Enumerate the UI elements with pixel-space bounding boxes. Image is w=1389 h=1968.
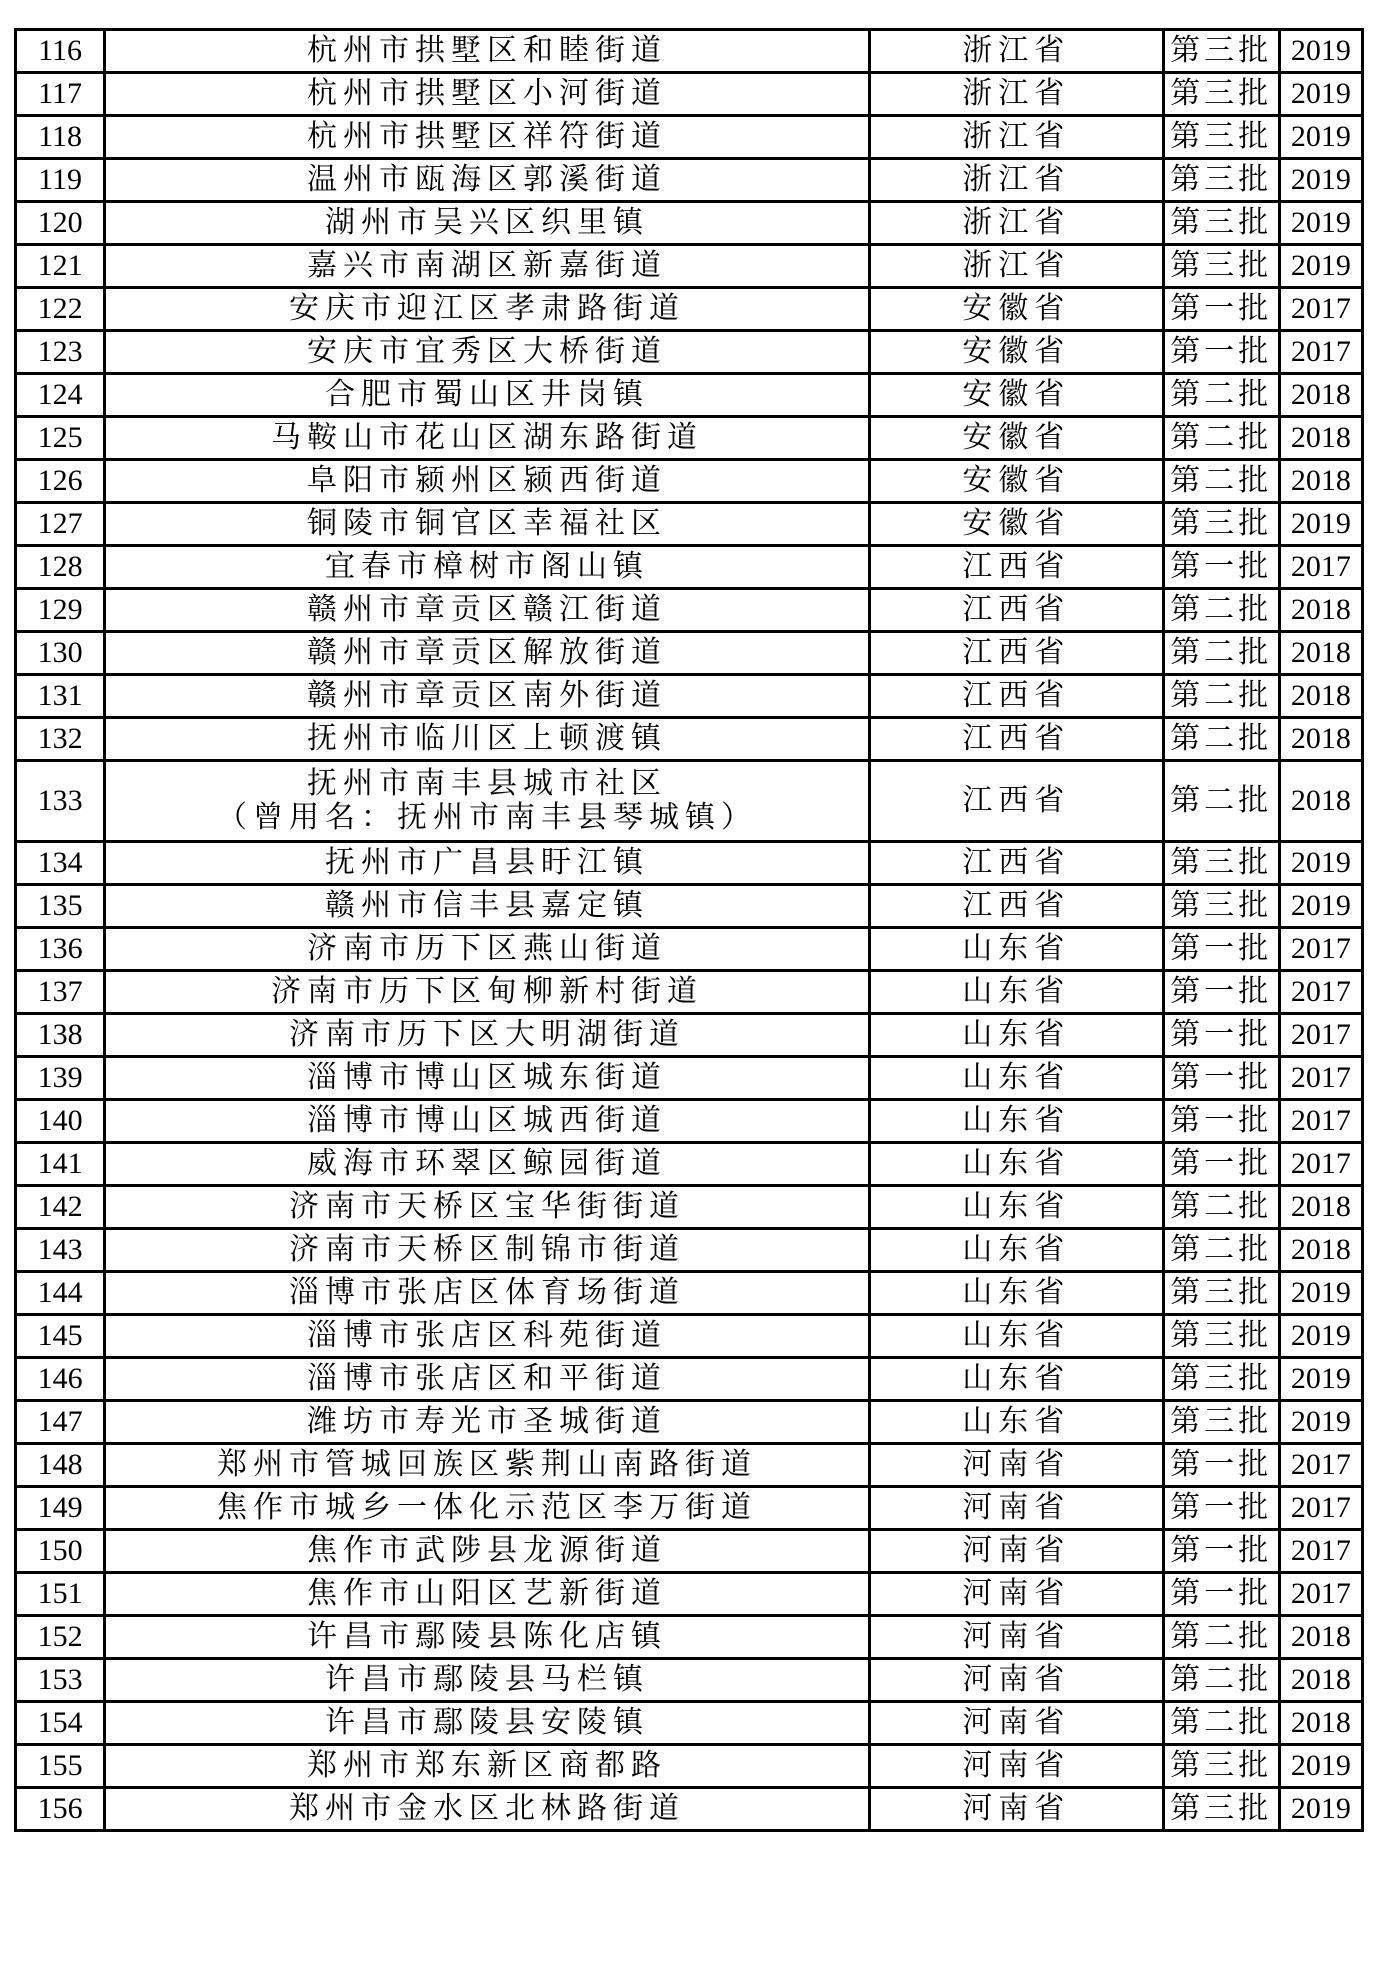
year: 2017 (1279, 1530, 1362, 1573)
batch: 第三批 (1163, 1315, 1279, 1358)
table-row (16, 159, 1363, 202)
province: 安徽省 (869, 503, 1163, 546)
year: 2017 (1279, 288, 1362, 331)
province: 江西省 (869, 675, 1163, 718)
province: 河南省 (869, 1702, 1163, 1745)
location-name: 温州市瓯海区郭溪街道 (105, 159, 870, 202)
province: 山东省 (869, 1143, 1163, 1186)
batch: 第三批 (1163, 1401, 1279, 1444)
row-number: 120 (16, 202, 105, 245)
year: 2019 (1279, 116, 1362, 159)
location-name: 赣州市信丰县嘉定镇 (105, 885, 870, 928)
year: 2017 (1279, 1487, 1362, 1530)
year: 2019 (1279, 503, 1362, 546)
table-row (16, 1444, 1363, 1487)
row-number: 142 (16, 1186, 105, 1229)
table-row (16, 245, 1363, 288)
table-row (16, 1401, 1363, 1444)
batch: 第二批 (1163, 1659, 1279, 1702)
location-name: 威海市环翠区鲸园街道 (105, 1143, 870, 1186)
province: 河南省 (869, 1530, 1163, 1573)
province: 江西省 (869, 761, 1163, 842)
batch: 第三批 (1163, 1358, 1279, 1401)
location-name: 嘉兴市南湖区新嘉街道 (105, 245, 870, 288)
table-row (16, 1702, 1363, 1745)
table-row (16, 1659, 1363, 1702)
row-number: 134 (16, 842, 105, 885)
batch: 第二批 (1163, 675, 1279, 718)
year: 2017 (1279, 331, 1362, 374)
batch: 第一批 (1163, 1057, 1279, 1100)
year: 2017 (1279, 546, 1362, 589)
location-name: 宜春市樟树市阁山镇 (105, 546, 870, 589)
row-number: 156 (16, 1788, 105, 1831)
province: 山东省 (869, 1100, 1163, 1143)
location-name: 赣州市章贡区赣江街道 (105, 589, 870, 632)
table-row (16, 1057, 1363, 1100)
row-number: 138 (16, 1014, 105, 1057)
location-name: 杭州市拱墅区祥符街道 (105, 116, 870, 159)
batch: 第一批 (1163, 1444, 1279, 1487)
row-number: 131 (16, 675, 105, 718)
province: 浙江省 (869, 245, 1163, 288)
batch: 第三批 (1163, 245, 1279, 288)
batch: 第一批 (1163, 1487, 1279, 1530)
row-number: 145 (16, 1315, 105, 1358)
year: 2019 (1279, 1272, 1362, 1315)
row-number: 149 (16, 1487, 105, 1530)
location-name: 抚州市南丰县城市社区 (307, 766, 668, 800)
year: 2019 (1279, 159, 1362, 202)
location-name: 焦作市山阳区艺新街道 (105, 1573, 870, 1616)
province: 安徽省 (869, 374, 1163, 417)
table-row (16, 460, 1363, 503)
province: 江西省 (869, 842, 1163, 885)
province: 河南省 (869, 1444, 1163, 1487)
row-number: 147 (16, 1401, 105, 1444)
row-number: 140 (16, 1100, 105, 1143)
row-number: 154 (16, 1702, 105, 1745)
location-name: 杭州市拱墅区和睦街道 (105, 30, 870, 73)
table-row (16, 632, 1363, 675)
row-number: 117 (16, 73, 105, 116)
row-number: 150 (16, 1530, 105, 1573)
row-number: 127 (16, 503, 105, 546)
row-number: 141 (16, 1143, 105, 1186)
province: 山东省 (869, 1057, 1163, 1100)
batch: 第二批 (1163, 374, 1279, 417)
row-number: 152 (16, 1616, 105, 1659)
row-number: 125 (16, 417, 105, 460)
year: 2019 (1279, 1315, 1362, 1358)
table-row (16, 1358, 1363, 1401)
batch: 第二批 (1163, 1702, 1279, 1745)
location-name: 阜阳市颍州区颍西街道 (105, 460, 870, 503)
year: 2018 (1279, 589, 1362, 632)
batch: 第一批 (1163, 1100, 1279, 1143)
batch: 第二批 (1163, 460, 1279, 503)
batch: 第二批 (1163, 1186, 1279, 1229)
province: 河南省 (869, 1659, 1163, 1702)
year: 2019 (1279, 885, 1362, 928)
year: 2018 (1279, 1616, 1362, 1659)
row-number: 143 (16, 1229, 105, 1272)
batch: 第一批 (1163, 546, 1279, 589)
location-name: 济南市历下区甸柳新村街道 (105, 971, 870, 1014)
batch: 第二批 (1163, 589, 1279, 632)
province: 河南省 (869, 1745, 1163, 1788)
batch: 第二批 (1163, 632, 1279, 675)
batch: 第一批 (1163, 288, 1279, 331)
table-row (16, 331, 1363, 374)
location-name: 济南市历下区燕山街道 (105, 928, 870, 971)
table-row (16, 589, 1363, 632)
batch: 第三批 (1163, 73, 1279, 116)
year: 2019 (1279, 1745, 1362, 1788)
province: 江西省 (869, 589, 1163, 632)
province: 江西省 (869, 632, 1163, 675)
batch: 第三批 (1163, 503, 1279, 546)
row-number: 137 (16, 971, 105, 1014)
table-body (16, 30, 1363, 1831)
table-row (16, 1573, 1363, 1616)
year: 2018 (1279, 632, 1362, 675)
table-row (16, 1186, 1363, 1229)
table-row (16, 761, 1363, 842)
table-row (16, 116, 1363, 159)
province: 浙江省 (869, 30, 1163, 73)
province: 山东省 (869, 971, 1163, 1014)
location-name: 安庆市迎江区孝肃路街道 (105, 288, 870, 331)
year: 2017 (1279, 928, 1362, 971)
table-row (16, 1272, 1363, 1315)
location-name: 杭州市拱墅区小河街道 (105, 73, 870, 116)
province: 安徽省 (869, 417, 1163, 460)
location-name: 郑州市金水区北林路街道 (105, 1788, 870, 1831)
location-name: 郑州市郑东新区商都路 (105, 1745, 870, 1788)
row-number: 132 (16, 718, 105, 761)
row-number: 139 (16, 1057, 105, 1100)
year: 2018 (1279, 1659, 1362, 1702)
batch: 第三批 (1163, 885, 1279, 928)
batch: 第一批 (1163, 1530, 1279, 1573)
row-number: 148 (16, 1444, 105, 1487)
location-name: 淄博市张店区和平街道 (105, 1358, 870, 1401)
batch: 第三批 (1163, 159, 1279, 202)
batch: 第三批 (1163, 202, 1279, 245)
table-row (16, 1530, 1363, 1573)
province: 山东省 (869, 1229, 1163, 1272)
location-name: 铜陵市铜官区幸福社区 (105, 503, 870, 546)
row-number: 135 (16, 885, 105, 928)
province: 山东省 (869, 1014, 1163, 1057)
batch: 第一批 (1163, 928, 1279, 971)
year: 2018 (1279, 1186, 1362, 1229)
table-row (16, 1788, 1363, 1831)
table-row (16, 374, 1363, 417)
batch: 第三批 (1163, 1745, 1279, 1788)
table-row (16, 1100, 1363, 1143)
year: 2018 (1279, 718, 1362, 761)
batch: 第一批 (1163, 1573, 1279, 1616)
year: 2017 (1279, 1014, 1362, 1057)
province: 河南省 (869, 1487, 1163, 1530)
location-name: 济南市天桥区制锦市街道 (105, 1229, 870, 1272)
year: 2019 (1279, 202, 1362, 245)
province: 山东省 (869, 1401, 1163, 1444)
location-name: 抚州市广昌县盱江镇 (105, 842, 870, 885)
year: 2017 (1279, 1573, 1362, 1616)
province: 山东省 (869, 928, 1163, 971)
province: 山东省 (869, 1358, 1163, 1401)
province: 浙江省 (869, 73, 1163, 116)
table-row (16, 675, 1363, 718)
table-row (16, 1315, 1363, 1358)
row-number: 151 (16, 1573, 105, 1616)
batch: 第一批 (1163, 331, 1279, 374)
year: 2019 (1279, 1358, 1362, 1401)
table-row (16, 1014, 1363, 1057)
location-name: 淄博市博山区城东街道 (105, 1057, 870, 1100)
location-name: 淄博市博山区城西街道 (105, 1100, 870, 1143)
year: 2018 (1279, 1229, 1362, 1272)
province: 河南省 (869, 1788, 1163, 1831)
location-name: 潍坊市寿光市圣城街道 (105, 1401, 870, 1444)
batch: 第二批 (1163, 417, 1279, 460)
row-number: 146 (16, 1358, 105, 1401)
table-row (16, 885, 1363, 928)
province: 山东省 (869, 1186, 1163, 1229)
batch: 第一批 (1163, 1014, 1279, 1057)
row-number: 119 (16, 159, 105, 202)
province: 安徽省 (869, 288, 1163, 331)
table-row (16, 73, 1363, 116)
location-name: 安庆市宜秀区大桥街道 (105, 331, 870, 374)
row-number: 155 (16, 1745, 105, 1788)
year: 2017 (1279, 971, 1362, 1014)
year: 2017 (1279, 1100, 1362, 1143)
location-name-cell (105, 761, 870, 842)
location-name: 济南市天桥区宝华街街道 (105, 1186, 870, 1229)
row-number: 121 (16, 245, 105, 288)
location-name: 济南市历下区大明湖街道 (105, 1014, 870, 1057)
year: 2019 (1279, 245, 1362, 288)
year: 2018 (1279, 1702, 1362, 1745)
row-number: 129 (16, 589, 105, 632)
table-row (16, 1487, 1363, 1530)
province: 山东省 (869, 1272, 1163, 1315)
province: 山东省 (869, 1315, 1163, 1358)
province: 安徽省 (869, 460, 1163, 503)
table-row (16, 971, 1363, 1014)
row-number: 136 (16, 928, 105, 971)
table-row (16, 546, 1363, 589)
batch: 第二批 (1163, 1229, 1279, 1272)
location-name: 焦作市武陟县龙源街道 (105, 1530, 870, 1573)
batch: 第三批 (1163, 842, 1279, 885)
table-row (16, 928, 1363, 971)
location-name: 许昌市鄢陵县陈化店镇 (105, 1616, 870, 1659)
table-row (16, 1616, 1363, 1659)
year: 2017 (1279, 1143, 1362, 1186)
year: 2018 (1279, 460, 1362, 503)
table-row (16, 1745, 1363, 1788)
province: 江西省 (869, 718, 1163, 761)
batch: 第三批 (1163, 1272, 1279, 1315)
batch: 第三批 (1163, 30, 1279, 73)
year: 2018 (1279, 374, 1362, 417)
location-name: 郑州市管城回族区紫荆山南路街道 (105, 1444, 870, 1487)
province: 浙江省 (869, 159, 1163, 202)
table-row (16, 417, 1363, 460)
year: 2017 (1279, 1444, 1362, 1487)
year: 2018 (1279, 761, 1362, 842)
province: 浙江省 (869, 202, 1163, 245)
batch: 第一批 (1163, 1143, 1279, 1186)
year: 2019 (1279, 1401, 1362, 1444)
province: 江西省 (869, 546, 1163, 589)
province: 浙江省 (869, 116, 1163, 159)
year: 2019 (1279, 73, 1362, 116)
row-number: 123 (16, 331, 105, 374)
table-row (16, 1229, 1363, 1272)
row-number: 144 (16, 1272, 105, 1315)
table-row (16, 30, 1363, 73)
year: 2017 (1279, 1057, 1362, 1100)
location-name: 马鞍山市花山区湖东路街道 (105, 417, 870, 460)
year: 2019 (1279, 1788, 1362, 1831)
province: 河南省 (869, 1616, 1163, 1659)
table-row (16, 842, 1363, 885)
year: 2019 (1279, 30, 1362, 73)
location-name: 许昌市鄢陵县马栏镇 (105, 1659, 870, 1702)
year: 2019 (1279, 842, 1362, 885)
batch: 第二批 (1163, 761, 1279, 842)
year: 2018 (1279, 417, 1362, 460)
location-name: 抚州市临川区上顿渡镇 (105, 718, 870, 761)
year: 2018 (1279, 675, 1362, 718)
row-number: 133 (16, 761, 105, 842)
batch: 第二批 (1163, 718, 1279, 761)
community-list-table (14, 28, 1364, 1832)
row-number: 118 (16, 116, 105, 159)
row-number: 126 (16, 460, 105, 503)
row-number: 116 (16, 30, 105, 73)
table-row (16, 202, 1363, 245)
table-row (16, 718, 1363, 761)
row-number: 122 (16, 288, 105, 331)
table-row (16, 1143, 1363, 1186)
batch: 第二批 (1163, 1616, 1279, 1659)
row-number: 153 (16, 1659, 105, 1702)
table-row (16, 288, 1363, 331)
province: 江西省 (869, 885, 1163, 928)
location-name: 焦作市城乡一体化示范区李万街道 (105, 1487, 870, 1530)
batch: 第一批 (1163, 971, 1279, 1014)
location-name: 淄博市张店区体育场街道 (105, 1272, 870, 1315)
row-number: 128 (16, 546, 105, 589)
batch: 第三批 (1163, 116, 1279, 159)
location-name: 赣州市章贡区解放街道 (105, 632, 870, 675)
location-name: 淄博市张店区科苑街道 (105, 1315, 870, 1358)
row-number: 130 (16, 632, 105, 675)
batch: 第三批 (1163, 1788, 1279, 1831)
province: 河南省 (869, 1573, 1163, 1616)
location-name: 赣州市章贡区南外街道 (105, 675, 870, 718)
location-name: 合肥市蜀山区井岗镇 (105, 374, 870, 417)
table-row (16, 503, 1363, 546)
location-name: 许昌市鄢陵县安陵镇 (105, 1702, 870, 1745)
former-name-note: （曾用名：抚州市南丰县琴城镇） (217, 801, 758, 834)
province: 安徽省 (869, 331, 1163, 374)
row-number: 124 (16, 374, 105, 417)
location-name: 湖州市吴兴区织里镇 (105, 202, 870, 245)
